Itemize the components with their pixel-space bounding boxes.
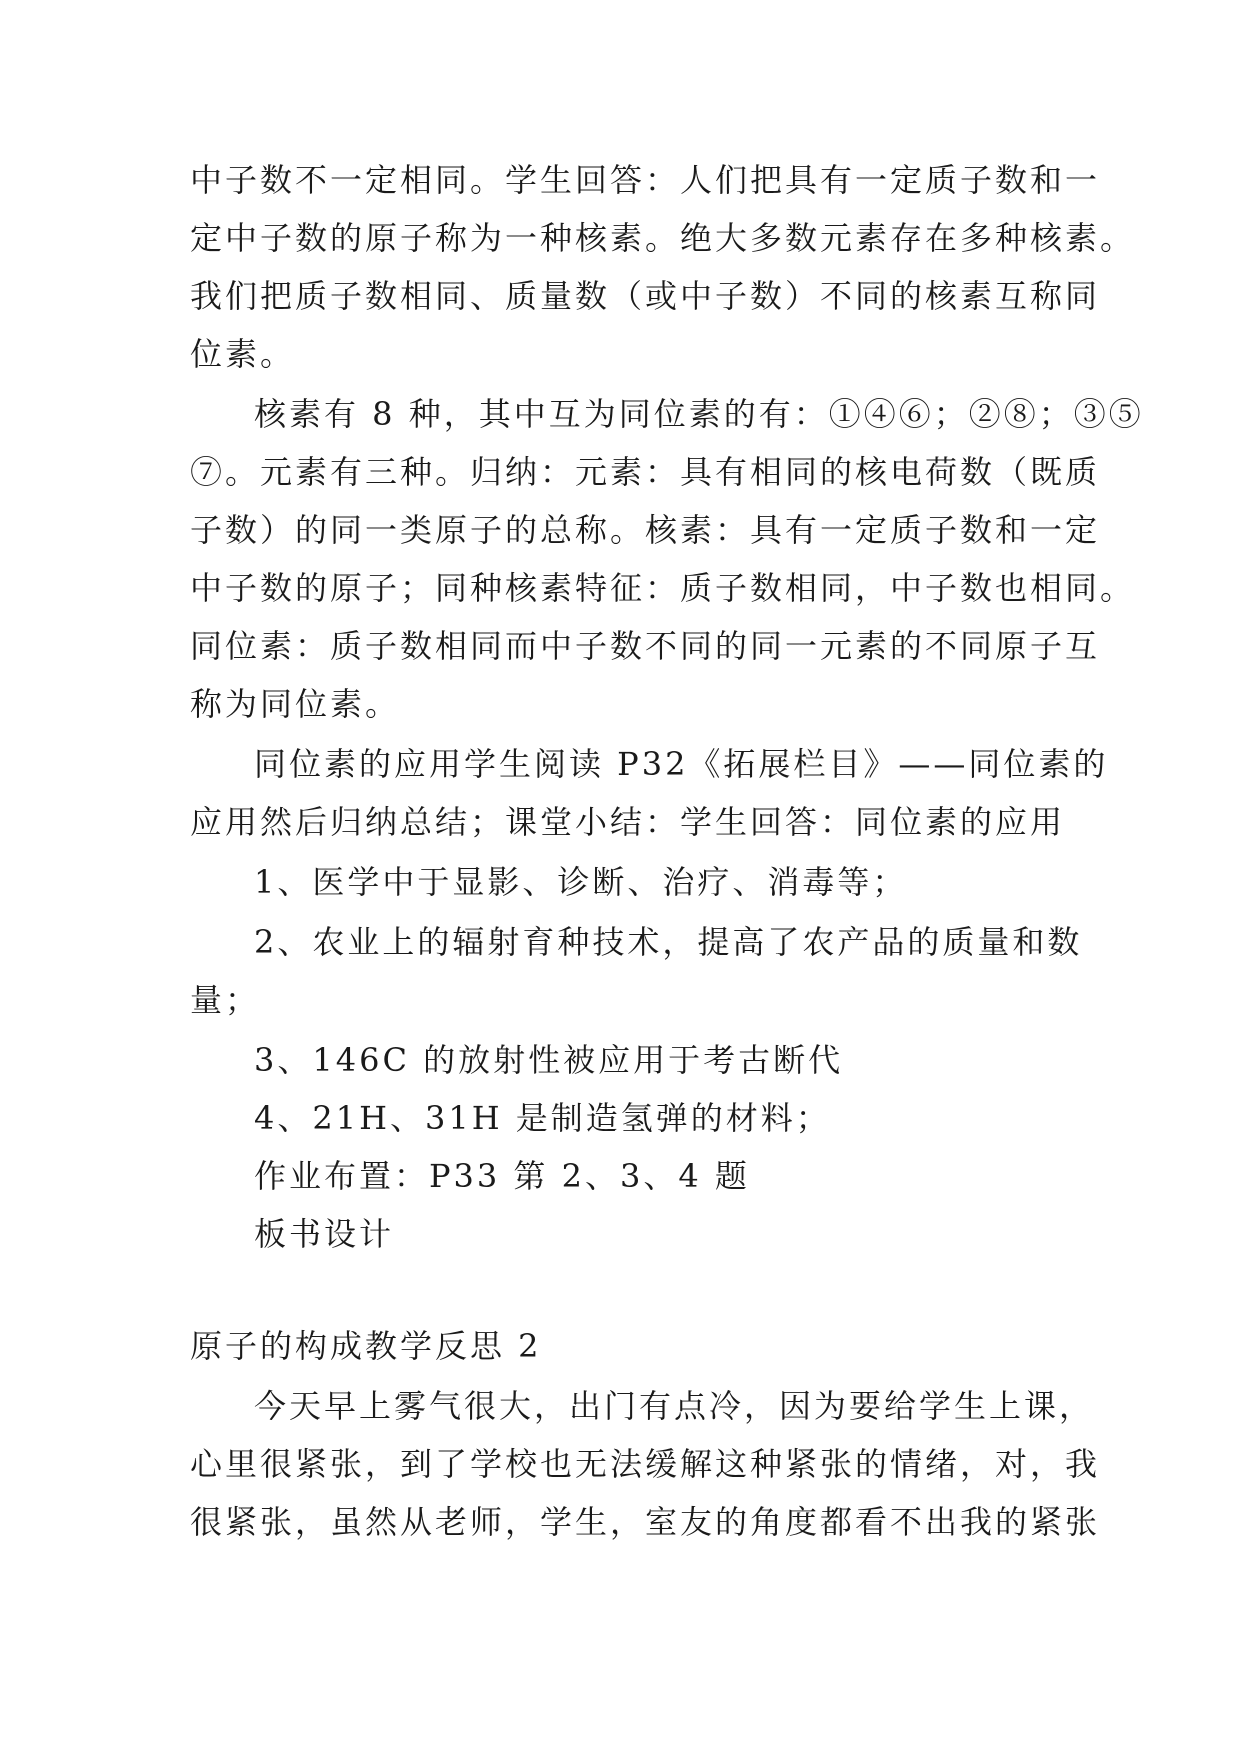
list-item: 4、21H、31H 是制造氢弹的材料； xyxy=(254,1099,831,1137)
section-heading: 原子的构成教学反思 2 xyxy=(190,1327,542,1365)
list-item: 1、医学中于显影、诊断、治疗、消毒等； xyxy=(254,863,908,901)
paragraph-line: 同位素：质子数相同而中子数不同的同一元素的不同原子互 xyxy=(190,627,1101,665)
paragraph-line: 称为同位素。 xyxy=(190,685,401,723)
homework-line: 作业布置：P33 第 2、3、4 题 xyxy=(254,1157,750,1195)
list-item: 量； xyxy=(190,981,261,1019)
list-item: 3、146C 的放射性被应用于考古断代 xyxy=(254,1041,844,1079)
paragraph-line: ⑦。元素有三种。归纳：元素：具有相同的核电荷数（既质 xyxy=(190,453,1101,491)
paragraph-line: 今天早上雾气很大，出门有点冷，因为要给学生上课， xyxy=(254,1387,1095,1425)
paragraph-line: 很紧张，虽然从老师，学生，室友的角度都看不出我的紧张 xyxy=(190,1503,1101,1541)
paragraph-line: 心里很紧张，到了学校也无法缓解这种紧张的情绪，对，我 xyxy=(190,1445,1101,1483)
paragraph-line: 核素有 8 种，其中互为同位素的有：①④⑥；②⑧；③⑤ xyxy=(254,395,1144,433)
list-item: 2、农业上的辐射育种技术，提高了农产品的质量和数 xyxy=(254,923,1083,961)
paragraph-line: 位素。 xyxy=(190,335,296,373)
paragraph-line: 子数）的同一类原子的总称。核素：具有一定质子数和一定 xyxy=(190,511,1101,549)
paragraph-line: 中子数的原子；同种核素特征：质子数相同，中子数也相同。 xyxy=(190,569,1136,607)
paragraph-line: 同位素的应用学生阅读 P32《拓展栏目》——同位素的 xyxy=(254,745,1109,783)
paragraph-line: 应用然后归纳总结；课堂小结：学生回答：同位素的应用 xyxy=(190,803,1066,841)
board-design-label: 板书设计 xyxy=(254,1215,395,1253)
paragraph-line: 中子数不一定相同。学生回答：人们把具有一定质子数和一 xyxy=(190,161,1101,199)
paragraph-line: 我们把质子数相同、质量数（或中子数）不同的核素互称同 xyxy=(190,277,1101,315)
paragraph-line: 定中子数的原子称为一种核素。绝大多数元素存在多种核素。 xyxy=(190,219,1136,257)
